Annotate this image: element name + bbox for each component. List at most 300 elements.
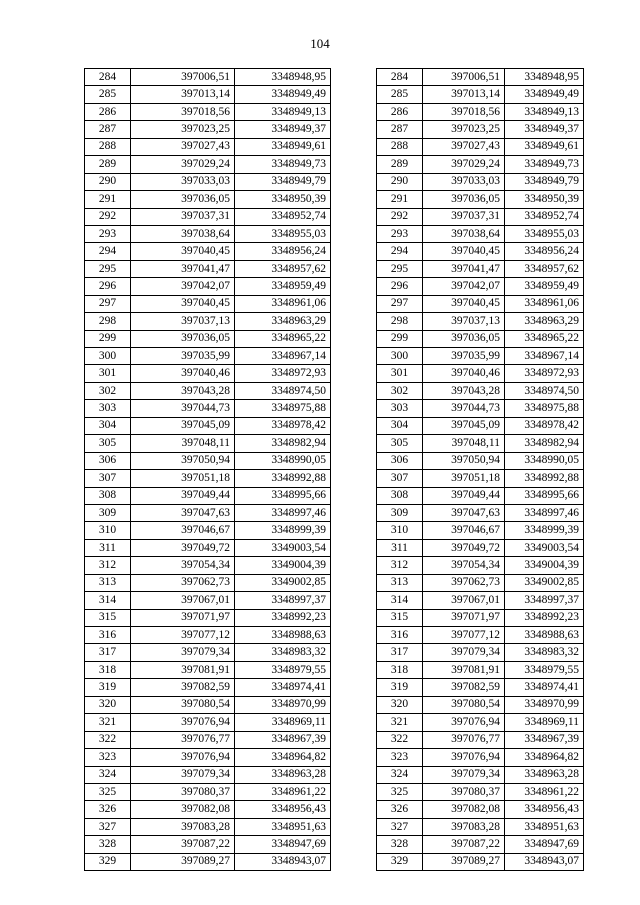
table-row [377, 208, 584, 225]
table-row [85, 417, 331, 434]
y-coordinate-cell: 3349002,85 [235, 574, 331, 591]
x-coordinate-cell: 397067,01 [131, 592, 235, 609]
table-row [85, 661, 331, 678]
x-coordinate-cell: 397037,31 [423, 208, 505, 225]
x-coordinate-cell: 397076,94 [423, 714, 505, 731]
x-coordinate-cell: 397033,03 [131, 173, 235, 190]
point-number-cell: 287 [377, 121, 423, 138]
y-coordinate-cell: 3348961,06 [235, 295, 331, 312]
table-row [377, 191, 584, 208]
table-row [85, 243, 331, 260]
table-row [377, 225, 584, 242]
x-coordinate-cell: 397044,73 [131, 400, 235, 417]
table-row [85, 853, 331, 870]
y-coordinate-cell: 3348978,42 [505, 417, 584, 434]
y-coordinate-cell: 3348963,29 [235, 313, 331, 330]
table-row [85, 679, 331, 696]
point-number-cell: 315 [377, 609, 423, 626]
point-number-cell: 302 [377, 382, 423, 399]
point-number-cell: 328 [377, 836, 423, 853]
point-number-cell: 313 [85, 574, 131, 591]
x-coordinate-cell: 397006,51 [131, 69, 235, 86]
y-coordinate-cell: 3348950,39 [235, 191, 331, 208]
y-coordinate-cell: 3348978,42 [235, 417, 331, 434]
y-coordinate-cell: 3349004,39 [235, 557, 331, 574]
point-number-cell: 288 [377, 138, 423, 155]
x-coordinate-cell: 397013,14 [131, 86, 235, 103]
y-coordinate-cell: 3348972,93 [505, 365, 584, 382]
y-coordinate-cell: 3348999,39 [505, 522, 584, 539]
y-coordinate-cell: 3348992,88 [235, 470, 331, 487]
x-coordinate-cell: 397067,01 [423, 592, 505, 609]
point-number-cell: 308 [85, 487, 131, 504]
x-coordinate-cell: 397082,59 [423, 679, 505, 696]
point-number-cell: 327 [85, 818, 131, 835]
point-number-cell: 313 [377, 574, 423, 591]
coordinates-table-left-body [85, 69, 331, 871]
x-coordinate-cell: 397083,28 [131, 818, 235, 835]
y-coordinate-cell: 3348951,63 [235, 818, 331, 835]
table-row [377, 504, 584, 521]
y-coordinate-cell: 3349003,54 [235, 539, 331, 556]
point-number-cell: 310 [377, 522, 423, 539]
x-coordinate-cell: 397080,37 [423, 783, 505, 800]
table-row [377, 609, 584, 626]
table-row [85, 435, 331, 452]
x-coordinate-cell: 397080,54 [423, 696, 505, 713]
x-coordinate-cell: 397079,34 [423, 766, 505, 783]
x-coordinate-cell: 397040,46 [131, 365, 235, 382]
y-coordinate-cell: 3348967,39 [235, 731, 331, 748]
x-coordinate-cell: 397045,09 [423, 417, 505, 434]
x-coordinate-cell: 397049,72 [131, 539, 235, 556]
coordinates-table-right-body [377, 69, 584, 871]
table-row [85, 714, 331, 731]
table-row [377, 435, 584, 452]
y-coordinate-cell: 3348951,63 [505, 818, 584, 835]
x-coordinate-cell: 397040,45 [131, 243, 235, 260]
point-number-cell: 294 [85, 243, 131, 260]
x-coordinate-cell: 397062,73 [423, 574, 505, 591]
table-row [377, 714, 584, 731]
x-coordinate-cell: 397047,63 [423, 504, 505, 521]
x-coordinate-cell: 397049,44 [131, 487, 235, 504]
x-coordinate-cell: 397080,37 [131, 783, 235, 800]
table-row [377, 470, 584, 487]
point-number-cell: 287 [85, 121, 131, 138]
point-number-cell: 296 [85, 278, 131, 295]
x-coordinate-cell: 397071,97 [131, 609, 235, 626]
y-coordinate-cell: 3348952,74 [505, 208, 584, 225]
point-number-cell: 312 [377, 557, 423, 574]
table-row [85, 348, 331, 365]
y-coordinate-cell: 3348949,79 [235, 173, 331, 190]
point-number-cell: 314 [377, 592, 423, 609]
table-row [377, 749, 584, 766]
x-coordinate-cell: 397042,07 [423, 278, 505, 295]
table-row [377, 592, 584, 609]
point-number-cell: 297 [377, 295, 423, 312]
x-coordinate-cell: 397071,97 [423, 609, 505, 626]
x-coordinate-cell: 397036,05 [131, 330, 235, 347]
point-number-cell: 309 [85, 504, 131, 521]
point-number-cell: 329 [85, 853, 131, 870]
y-coordinate-cell: 3348995,66 [505, 487, 584, 504]
point-number-cell: 319 [377, 679, 423, 696]
x-coordinate-cell: 397076,94 [423, 749, 505, 766]
point-number-cell: 293 [377, 225, 423, 242]
x-coordinate-cell: 397087,22 [423, 836, 505, 853]
y-coordinate-cell: 3348961,22 [505, 783, 584, 800]
table-row [85, 522, 331, 539]
y-coordinate-cell: 3348957,62 [235, 260, 331, 277]
point-number-cell: 322 [377, 731, 423, 748]
x-coordinate-cell: 397062,73 [131, 574, 235, 591]
y-coordinate-cell: 3348961,06 [505, 295, 584, 312]
point-number-cell: 284 [377, 69, 423, 86]
y-coordinate-cell: 3348988,63 [505, 627, 584, 644]
point-number-cell: 300 [85, 348, 131, 365]
table-row [85, 836, 331, 853]
x-coordinate-cell: 397041,47 [423, 260, 505, 277]
y-coordinate-cell: 3348964,82 [235, 749, 331, 766]
x-coordinate-cell: 397036,05 [423, 191, 505, 208]
point-number-cell: 316 [377, 627, 423, 644]
point-number-cell: 322 [85, 731, 131, 748]
x-coordinate-cell: 397083,28 [423, 818, 505, 835]
y-coordinate-cell: 3348949,49 [505, 86, 584, 103]
point-number-cell: 311 [377, 539, 423, 556]
table-row [85, 365, 331, 382]
y-coordinate-cell: 3348963,28 [505, 766, 584, 783]
y-coordinate-cell: 3348956,24 [235, 243, 331, 260]
x-coordinate-cell: 397040,46 [423, 365, 505, 382]
y-coordinate-cell: 3348974,41 [235, 679, 331, 696]
table-row [85, 487, 331, 504]
point-number-cell: 309 [377, 504, 423, 521]
y-coordinate-cell: 3348990,05 [505, 452, 584, 469]
y-coordinate-cell: 3348979,55 [235, 661, 331, 678]
point-number-cell: 304 [85, 417, 131, 434]
y-coordinate-cell: 3348949,13 [235, 103, 331, 120]
y-coordinate-cell: 3348949,37 [235, 121, 331, 138]
point-number-cell: 310 [85, 522, 131, 539]
y-coordinate-cell: 3348974,50 [235, 382, 331, 399]
coordinates-table-right [376, 68, 584, 871]
y-coordinate-cell: 3348982,94 [505, 435, 584, 452]
y-coordinate-cell: 3349004,39 [505, 557, 584, 574]
point-number-cell: 299 [377, 330, 423, 347]
x-coordinate-cell: 397038,64 [131, 225, 235, 242]
point-number-cell: 328 [85, 836, 131, 853]
y-coordinate-cell: 3348964,82 [505, 749, 584, 766]
point-number-cell: 298 [377, 313, 423, 330]
coordinates-table-left [84, 68, 331, 871]
x-coordinate-cell: 397040,45 [423, 243, 505, 260]
table-row [85, 627, 331, 644]
y-coordinate-cell: 3348947,69 [235, 836, 331, 853]
x-coordinate-cell: 397018,56 [131, 103, 235, 120]
table-row [85, 191, 331, 208]
y-coordinate-cell: 3348956,43 [505, 801, 584, 818]
y-coordinate-cell: 3348949,73 [235, 156, 331, 173]
y-coordinate-cell: 3348950,39 [505, 191, 584, 208]
table-row [377, 627, 584, 644]
y-coordinate-cell: 3348949,61 [505, 138, 584, 155]
table-row [377, 679, 584, 696]
x-coordinate-cell: 397076,77 [423, 731, 505, 748]
table-row [85, 138, 331, 155]
point-number-cell: 285 [85, 86, 131, 103]
x-coordinate-cell: 397049,44 [423, 487, 505, 504]
y-coordinate-cell: 3348955,03 [505, 225, 584, 242]
y-coordinate-cell: 3349003,54 [505, 539, 584, 556]
y-coordinate-cell: 3348983,32 [235, 644, 331, 661]
x-coordinate-cell: 397051,18 [131, 470, 235, 487]
point-number-cell: 289 [85, 156, 131, 173]
y-coordinate-cell: 3348970,99 [235, 696, 331, 713]
x-coordinate-cell: 397079,34 [131, 644, 235, 661]
table-row [85, 156, 331, 173]
y-coordinate-cell: 3348967,14 [235, 348, 331, 365]
x-coordinate-cell: 397076,77 [131, 731, 235, 748]
table-row [85, 86, 331, 103]
x-coordinate-cell: 397081,91 [131, 661, 235, 678]
point-number-cell: 317 [85, 644, 131, 661]
y-coordinate-cell: 3348979,55 [505, 661, 584, 678]
point-number-cell: 327 [377, 818, 423, 835]
x-coordinate-cell: 397033,03 [423, 173, 505, 190]
table-row [377, 295, 584, 312]
table-row [377, 557, 584, 574]
x-coordinate-cell: 397082,08 [131, 801, 235, 818]
point-number-cell: 319 [85, 679, 131, 696]
table-row [377, 173, 584, 190]
y-coordinate-cell: 3349002,85 [505, 574, 584, 591]
table-row [85, 330, 331, 347]
table-row [377, 731, 584, 748]
x-coordinate-cell: 397023,25 [131, 121, 235, 138]
x-coordinate-cell: 397046,67 [423, 522, 505, 539]
x-coordinate-cell: 397029,24 [423, 156, 505, 173]
y-coordinate-cell: 3348974,41 [505, 679, 584, 696]
point-number-cell: 320 [377, 696, 423, 713]
x-coordinate-cell: 397081,91 [423, 661, 505, 678]
table-row [85, 278, 331, 295]
x-coordinate-cell: 397035,99 [131, 348, 235, 365]
point-number-cell: 307 [377, 470, 423, 487]
table-row [85, 783, 331, 800]
point-number-cell: 296 [377, 278, 423, 295]
y-coordinate-cell: 3348948,95 [505, 69, 584, 86]
table-row [85, 574, 331, 591]
point-number-cell: 300 [377, 348, 423, 365]
x-coordinate-cell: 397042,07 [131, 278, 235, 295]
y-coordinate-cell: 3348983,32 [505, 644, 584, 661]
table-row [377, 103, 584, 120]
y-coordinate-cell: 3348948,95 [235, 69, 331, 86]
y-coordinate-cell: 3348963,28 [235, 766, 331, 783]
table-row [377, 138, 584, 155]
x-coordinate-cell: 397048,11 [423, 435, 505, 452]
point-number-cell: 292 [85, 208, 131, 225]
point-number-cell: 298 [85, 313, 131, 330]
table-row [85, 260, 331, 277]
point-number-cell: 295 [85, 260, 131, 277]
table-row [377, 365, 584, 382]
table-row [377, 644, 584, 661]
x-coordinate-cell: 397006,51 [423, 69, 505, 86]
x-coordinate-cell: 397036,05 [131, 191, 235, 208]
point-number-cell: 320 [85, 696, 131, 713]
y-coordinate-cell: 3348997,46 [235, 504, 331, 521]
x-coordinate-cell: 397018,56 [423, 103, 505, 120]
table-row [377, 243, 584, 260]
point-number-cell: 315 [85, 609, 131, 626]
y-coordinate-cell: 3348959,49 [235, 278, 331, 295]
table-row [85, 696, 331, 713]
y-coordinate-cell: 3348957,62 [505, 260, 584, 277]
point-number-cell: 326 [377, 801, 423, 818]
point-number-cell: 314 [85, 592, 131, 609]
y-coordinate-cell: 3348956,43 [235, 801, 331, 818]
table-row [377, 417, 584, 434]
point-number-cell: 323 [377, 749, 423, 766]
y-coordinate-cell: 3348997,37 [505, 592, 584, 609]
x-coordinate-cell: 397050,94 [423, 452, 505, 469]
table-row [377, 86, 584, 103]
point-number-cell: 306 [85, 452, 131, 469]
table-row [85, 749, 331, 766]
point-number-cell: 292 [377, 208, 423, 225]
x-coordinate-cell: 397082,08 [423, 801, 505, 818]
point-number-cell: 290 [377, 173, 423, 190]
x-coordinate-cell: 397089,27 [423, 853, 505, 870]
y-coordinate-cell: 3348947,69 [505, 836, 584, 853]
x-coordinate-cell: 397044,73 [423, 400, 505, 417]
point-number-cell: 291 [85, 191, 131, 208]
y-coordinate-cell: 3348992,23 [505, 609, 584, 626]
y-coordinate-cell: 3348949,13 [505, 103, 584, 120]
table-row [85, 539, 331, 556]
x-coordinate-cell: 397027,43 [131, 138, 235, 155]
y-coordinate-cell: 3348982,94 [235, 435, 331, 452]
table-row [377, 452, 584, 469]
point-number-cell: 329 [377, 853, 423, 870]
table-row [85, 400, 331, 417]
y-coordinate-cell: 3348969,11 [505, 714, 584, 731]
point-number-cell: 301 [377, 365, 423, 382]
x-coordinate-cell: 397054,34 [423, 557, 505, 574]
table-row [85, 504, 331, 521]
y-coordinate-cell: 3348999,39 [235, 522, 331, 539]
y-coordinate-cell: 3348975,88 [235, 400, 331, 417]
table-row [85, 766, 331, 783]
table-row [85, 801, 331, 818]
x-coordinate-cell: 397045,09 [131, 417, 235, 434]
point-number-cell: 286 [85, 103, 131, 120]
x-coordinate-cell: 397054,34 [131, 557, 235, 574]
y-coordinate-cell: 3348956,24 [505, 243, 584, 260]
table-row [85, 208, 331, 225]
table-row [85, 121, 331, 138]
x-coordinate-cell: 397048,11 [131, 435, 235, 452]
y-coordinate-cell: 3348949,73 [505, 156, 584, 173]
point-number-cell: 305 [85, 435, 131, 452]
point-number-cell: 326 [85, 801, 131, 818]
point-number-cell: 307 [85, 470, 131, 487]
point-number-cell: 303 [85, 400, 131, 417]
x-coordinate-cell: 397089,27 [131, 853, 235, 870]
point-number-cell: 285 [377, 86, 423, 103]
x-coordinate-cell: 397079,34 [423, 644, 505, 661]
y-coordinate-cell: 3348949,37 [505, 121, 584, 138]
x-coordinate-cell: 397037,31 [131, 208, 235, 225]
point-number-cell: 286 [377, 103, 423, 120]
table-row [377, 121, 584, 138]
point-number-cell: 325 [377, 783, 423, 800]
y-coordinate-cell: 3348995,66 [235, 487, 331, 504]
y-coordinate-cell: 3348975,88 [505, 400, 584, 417]
point-number-cell: 316 [85, 627, 131, 644]
point-number-cell: 317 [377, 644, 423, 661]
y-coordinate-cell: 3348949,61 [235, 138, 331, 155]
table-row [377, 801, 584, 818]
point-number-cell: 324 [85, 766, 131, 783]
y-coordinate-cell: 3348949,79 [505, 173, 584, 190]
y-coordinate-cell: 3348992,88 [505, 470, 584, 487]
table-row [85, 470, 331, 487]
x-coordinate-cell: 397043,28 [131, 382, 235, 399]
table-row [85, 592, 331, 609]
point-number-cell: 301 [85, 365, 131, 382]
point-number-cell: 303 [377, 400, 423, 417]
x-coordinate-cell: 397051,18 [423, 470, 505, 487]
table-row [377, 836, 584, 853]
y-coordinate-cell: 3348965,22 [505, 330, 584, 347]
point-number-cell: 293 [85, 225, 131, 242]
point-number-cell: 312 [85, 557, 131, 574]
table-row [85, 173, 331, 190]
y-coordinate-cell: 3348965,22 [235, 330, 331, 347]
table-row [377, 661, 584, 678]
point-number-cell: 311 [85, 539, 131, 556]
x-coordinate-cell: 397076,94 [131, 714, 235, 731]
point-number-cell: 291 [377, 191, 423, 208]
table-row [377, 766, 584, 783]
y-coordinate-cell: 3348974,50 [505, 382, 584, 399]
point-number-cell: 288 [85, 138, 131, 155]
x-coordinate-cell: 397040,45 [423, 295, 505, 312]
y-coordinate-cell: 3348952,74 [235, 208, 331, 225]
table-row [377, 278, 584, 295]
x-coordinate-cell: 397049,72 [423, 539, 505, 556]
x-coordinate-cell: 397036,05 [423, 330, 505, 347]
x-coordinate-cell: 397040,45 [131, 295, 235, 312]
x-coordinate-cell: 397023,25 [423, 121, 505, 138]
table-row [377, 260, 584, 277]
point-number-cell: 297 [85, 295, 131, 312]
table-row [377, 522, 584, 539]
y-coordinate-cell: 3348972,93 [235, 365, 331, 382]
x-coordinate-cell: 397087,22 [131, 836, 235, 853]
y-coordinate-cell: 3348990,05 [235, 452, 331, 469]
point-number-cell: 302 [85, 382, 131, 399]
point-number-cell: 323 [85, 749, 131, 766]
x-coordinate-cell: 397079,34 [131, 766, 235, 783]
table-row [85, 313, 331, 330]
x-coordinate-cell: 397035,99 [423, 348, 505, 365]
